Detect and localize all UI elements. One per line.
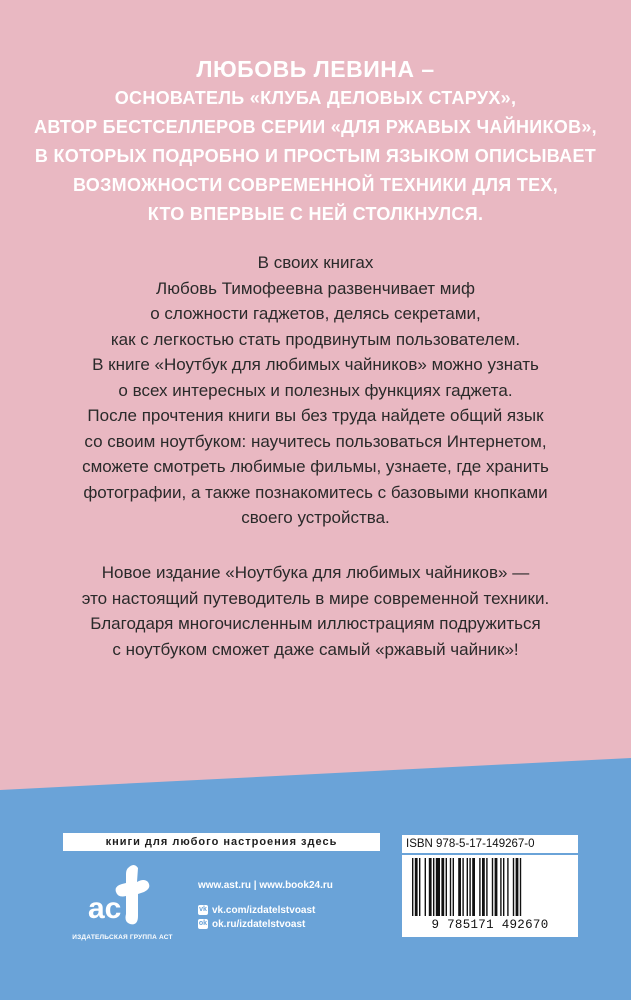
paragraph-2-line: это настоящий путеводитель в мире современной техники. xyxy=(81,588,550,608)
barcode-bar xyxy=(450,858,451,916)
barcode-bar xyxy=(500,858,501,916)
ast-logo xyxy=(82,860,162,932)
paragraph-1-line: о сложности гаджетов, делясь секретами, xyxy=(150,304,481,323)
barcode-bar xyxy=(486,858,487,916)
vk-link[interactable]: vk.com/izdatelstvoast xyxy=(212,904,316,916)
paragraph-1-line: После прочтения книги вы без труда найдете общий язык xyxy=(87,406,544,425)
barcode-bar xyxy=(429,858,432,916)
barcode-bar xyxy=(462,858,463,916)
author-line-3: В КОТОРЫХ ПОДРОБНО И ПРОСТЫМ ЯЗЫКОМ ОПИСЫВАЕТ xyxy=(34,146,597,166)
barcode-bar xyxy=(482,858,485,916)
barcode-bar xyxy=(467,858,468,916)
paragraph-1-line: В книге «Ноутбук для любимых чайников» можно узнать xyxy=(92,355,539,374)
author-block xyxy=(0,54,631,229)
publisher-name: ИЗДАТЕЛЬСКАЯ ГРУППА АСТ xyxy=(72,934,173,941)
author-line-1: ОСНОВАТЕЛЬ «КЛУБА ДЕЛОВЫХ СТАРУХ», xyxy=(114,88,517,108)
vk-icon: vk xyxy=(199,906,207,913)
barcode-bar xyxy=(425,858,426,916)
barcode-digits: 9 785171 492670 xyxy=(431,918,549,932)
paragraph-1-line: как с легкостью стать продвинутым пользователем. xyxy=(110,329,521,349)
ok-link[interactable]: ok.ru/izdatelstvoast xyxy=(212,918,306,930)
barcode-bar xyxy=(492,858,493,916)
barcode xyxy=(402,855,578,937)
isbn-label: ISBN 978-5-17-149267-0 xyxy=(402,835,578,853)
barcode-bar xyxy=(441,858,444,916)
barcode-bar xyxy=(415,858,418,916)
paragraph-1-line: Любовь Тимофеевна развенчивает миф xyxy=(156,278,475,298)
paragraph-1-line: сможете смотреть любимые фильмы, узнаете, где хранить xyxy=(82,457,549,476)
website-links[interactable]: www.ast.ru | www.book24.ru xyxy=(198,880,333,891)
author-line-2: АВТОР БЕСТСЕЛЛЕРОВ СЕРИИ «ДЛЯ РЖАВЫХ ЧАЙНИКОВ», xyxy=(34,117,597,137)
barcode-bar xyxy=(513,858,514,916)
tagline-banner: книги для любого настроения здесь xyxy=(63,833,380,851)
barcode-bar xyxy=(436,858,440,916)
barcode-bar xyxy=(412,858,413,916)
barcode-bar xyxy=(472,858,475,916)
vk-link-row[interactable] xyxy=(198,903,333,917)
paragraph-1-line: фотографии, а также познакомитесь с базовыми кнопками xyxy=(83,482,548,502)
barcode-bar xyxy=(520,858,521,916)
barcode-bar xyxy=(469,858,470,916)
barcode-bar xyxy=(479,858,480,916)
author-line-4: ВОЗМОЖНОСТИ СОВРЕМЕННОЙ ТЕХНИКИ ДЛЯ ТЕХ, xyxy=(72,175,559,195)
ok-link-row[interactable] xyxy=(198,917,333,931)
paragraph-2-line: Благодаря многочисленным иллюстрациям подружиться xyxy=(90,614,541,633)
paragraph-2-line: Новое издание «Ноутбука для любимых чайников» — xyxy=(101,563,530,582)
description-paragraph-1 xyxy=(0,250,631,531)
paragraph-1-line: своего устройства. xyxy=(241,508,390,527)
description-paragraph-2 xyxy=(0,560,631,662)
barcode-bar xyxy=(503,858,504,916)
ok-icon: ok xyxy=(198,920,208,927)
barcode-bar xyxy=(419,858,420,916)
author-line-5: КТО ВПЕРВЫЕ С НЕЙ СТОЛКНУЛСЯ. xyxy=(147,204,484,224)
barcode-bar xyxy=(453,858,454,916)
paragraph-1-line: о всех интересных и полезных функциях гаджета. xyxy=(118,380,513,400)
barcode-bar xyxy=(433,858,434,916)
barcode-bars xyxy=(410,858,570,918)
author-name: ЛЮБОВЬ ЛЕВИНА – xyxy=(196,56,435,82)
barcode-bar xyxy=(458,858,461,916)
paragraph-1-line: со своим ноутбуком: научитесь пользоваться Интернетом, xyxy=(84,431,547,451)
ast-logo-icon xyxy=(82,860,162,932)
contact-links xyxy=(198,880,333,931)
logo-letters: ас xyxy=(88,892,122,925)
barcode-bar xyxy=(495,858,498,916)
barcode-bar xyxy=(446,858,447,916)
barcode-bar xyxy=(516,858,519,916)
paragraph-1-line: В своих книгах xyxy=(257,253,374,272)
barcode-bar xyxy=(507,858,508,916)
paragraph-2-line: с ноутбуком сможет даже самый «ржавый чайник»! xyxy=(112,639,519,659)
